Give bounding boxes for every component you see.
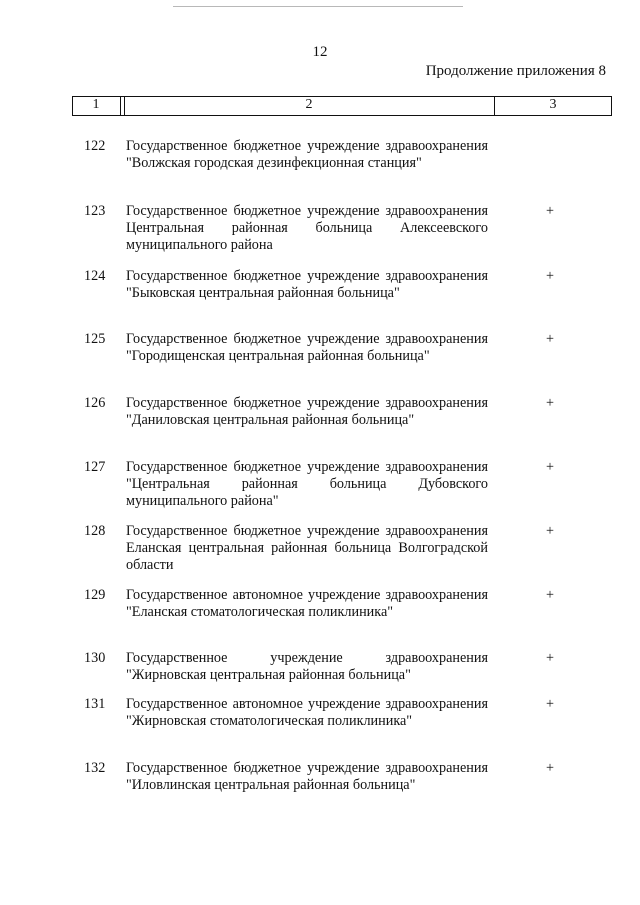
- institution-name: Государственное бюджетное учреждение здравоохранения Центральная районная больница Алексеевского муниципального района: [126, 203, 488, 254]
- institution-name: Государственное бюджетное учреждение здравоохранения "Городищенская центральная районная больница": [126, 331, 488, 365]
- row-mark: +: [545, 587, 554, 603]
- row-number: 127: [84, 459, 106, 475]
- header-divider-1: [120, 96, 121, 116]
- column-header-row: [72, 96, 612, 116]
- row-mark: +: [545, 760, 554, 776]
- row-mark: +: [545, 696, 554, 712]
- row-number: 131: [84, 696, 106, 712]
- institution-name: Государственное бюджетное учреждение здравоохранения Еланская центральная районная больница Волгоградской области: [126, 523, 488, 574]
- row-mark: +: [545, 459, 554, 475]
- institution-name: Государственное автономное учреждение здравоохранения "Жирновская стоматологическая поликлиника": [126, 696, 488, 730]
- column-header-3: 3: [549, 97, 557, 112]
- row-mark: +: [545, 523, 554, 539]
- row-number: 123: [84, 203, 106, 219]
- row-number: 126: [84, 395, 106, 411]
- row-number: 125: [84, 331, 106, 347]
- header-bottom-border: [72, 115, 612, 116]
- row-number: 128: [84, 523, 106, 539]
- row-number: 124: [84, 268, 106, 284]
- page-number: 12: [312, 44, 328, 60]
- institution-name: Государственное бюджетное учреждение здравоохранения "Даниловская центральная районная больница": [126, 395, 488, 429]
- row-number: 129: [84, 587, 106, 603]
- row-number: 130: [84, 650, 106, 666]
- institution-name: Государственное учреждение здравоохранения "Жирновская центральная районная больница": [126, 650, 488, 684]
- institution-name: Государственное бюджетное учреждение здравоохранения "Иловлинская центральная районная больница": [126, 760, 488, 794]
- row-number: 122: [84, 138, 106, 154]
- column-header-1: 1: [92, 97, 100, 112]
- column-header-2: 2: [305, 97, 313, 112]
- row-mark: +: [545, 268, 554, 284]
- institution-name: Государственное бюджетное учреждение здравоохранения "Волжская городская дезинфекционная станция": [126, 138, 488, 172]
- institution-name: Государственное бюджетное учреждение здравоохранения "Центральная районная больница Дубовского муниципального района": [126, 459, 488, 510]
- institution-name: Государственное автономное учреждение здравоохранения "Еланская стоматологическая поликлиника": [126, 587, 488, 621]
- top-scan-rule: [173, 6, 463, 7]
- row-mark: +: [545, 395, 554, 411]
- row-mark: +: [545, 650, 554, 666]
- row-mark: +: [545, 203, 554, 219]
- row-number: 132: [84, 760, 106, 776]
- institution-name: Государственное бюджетное учреждение здравоохранения "Быковская центральная районная больница": [126, 268, 488, 302]
- continuation-title: Продолжение приложения 8: [425, 63, 606, 79]
- row-mark: +: [545, 331, 554, 347]
